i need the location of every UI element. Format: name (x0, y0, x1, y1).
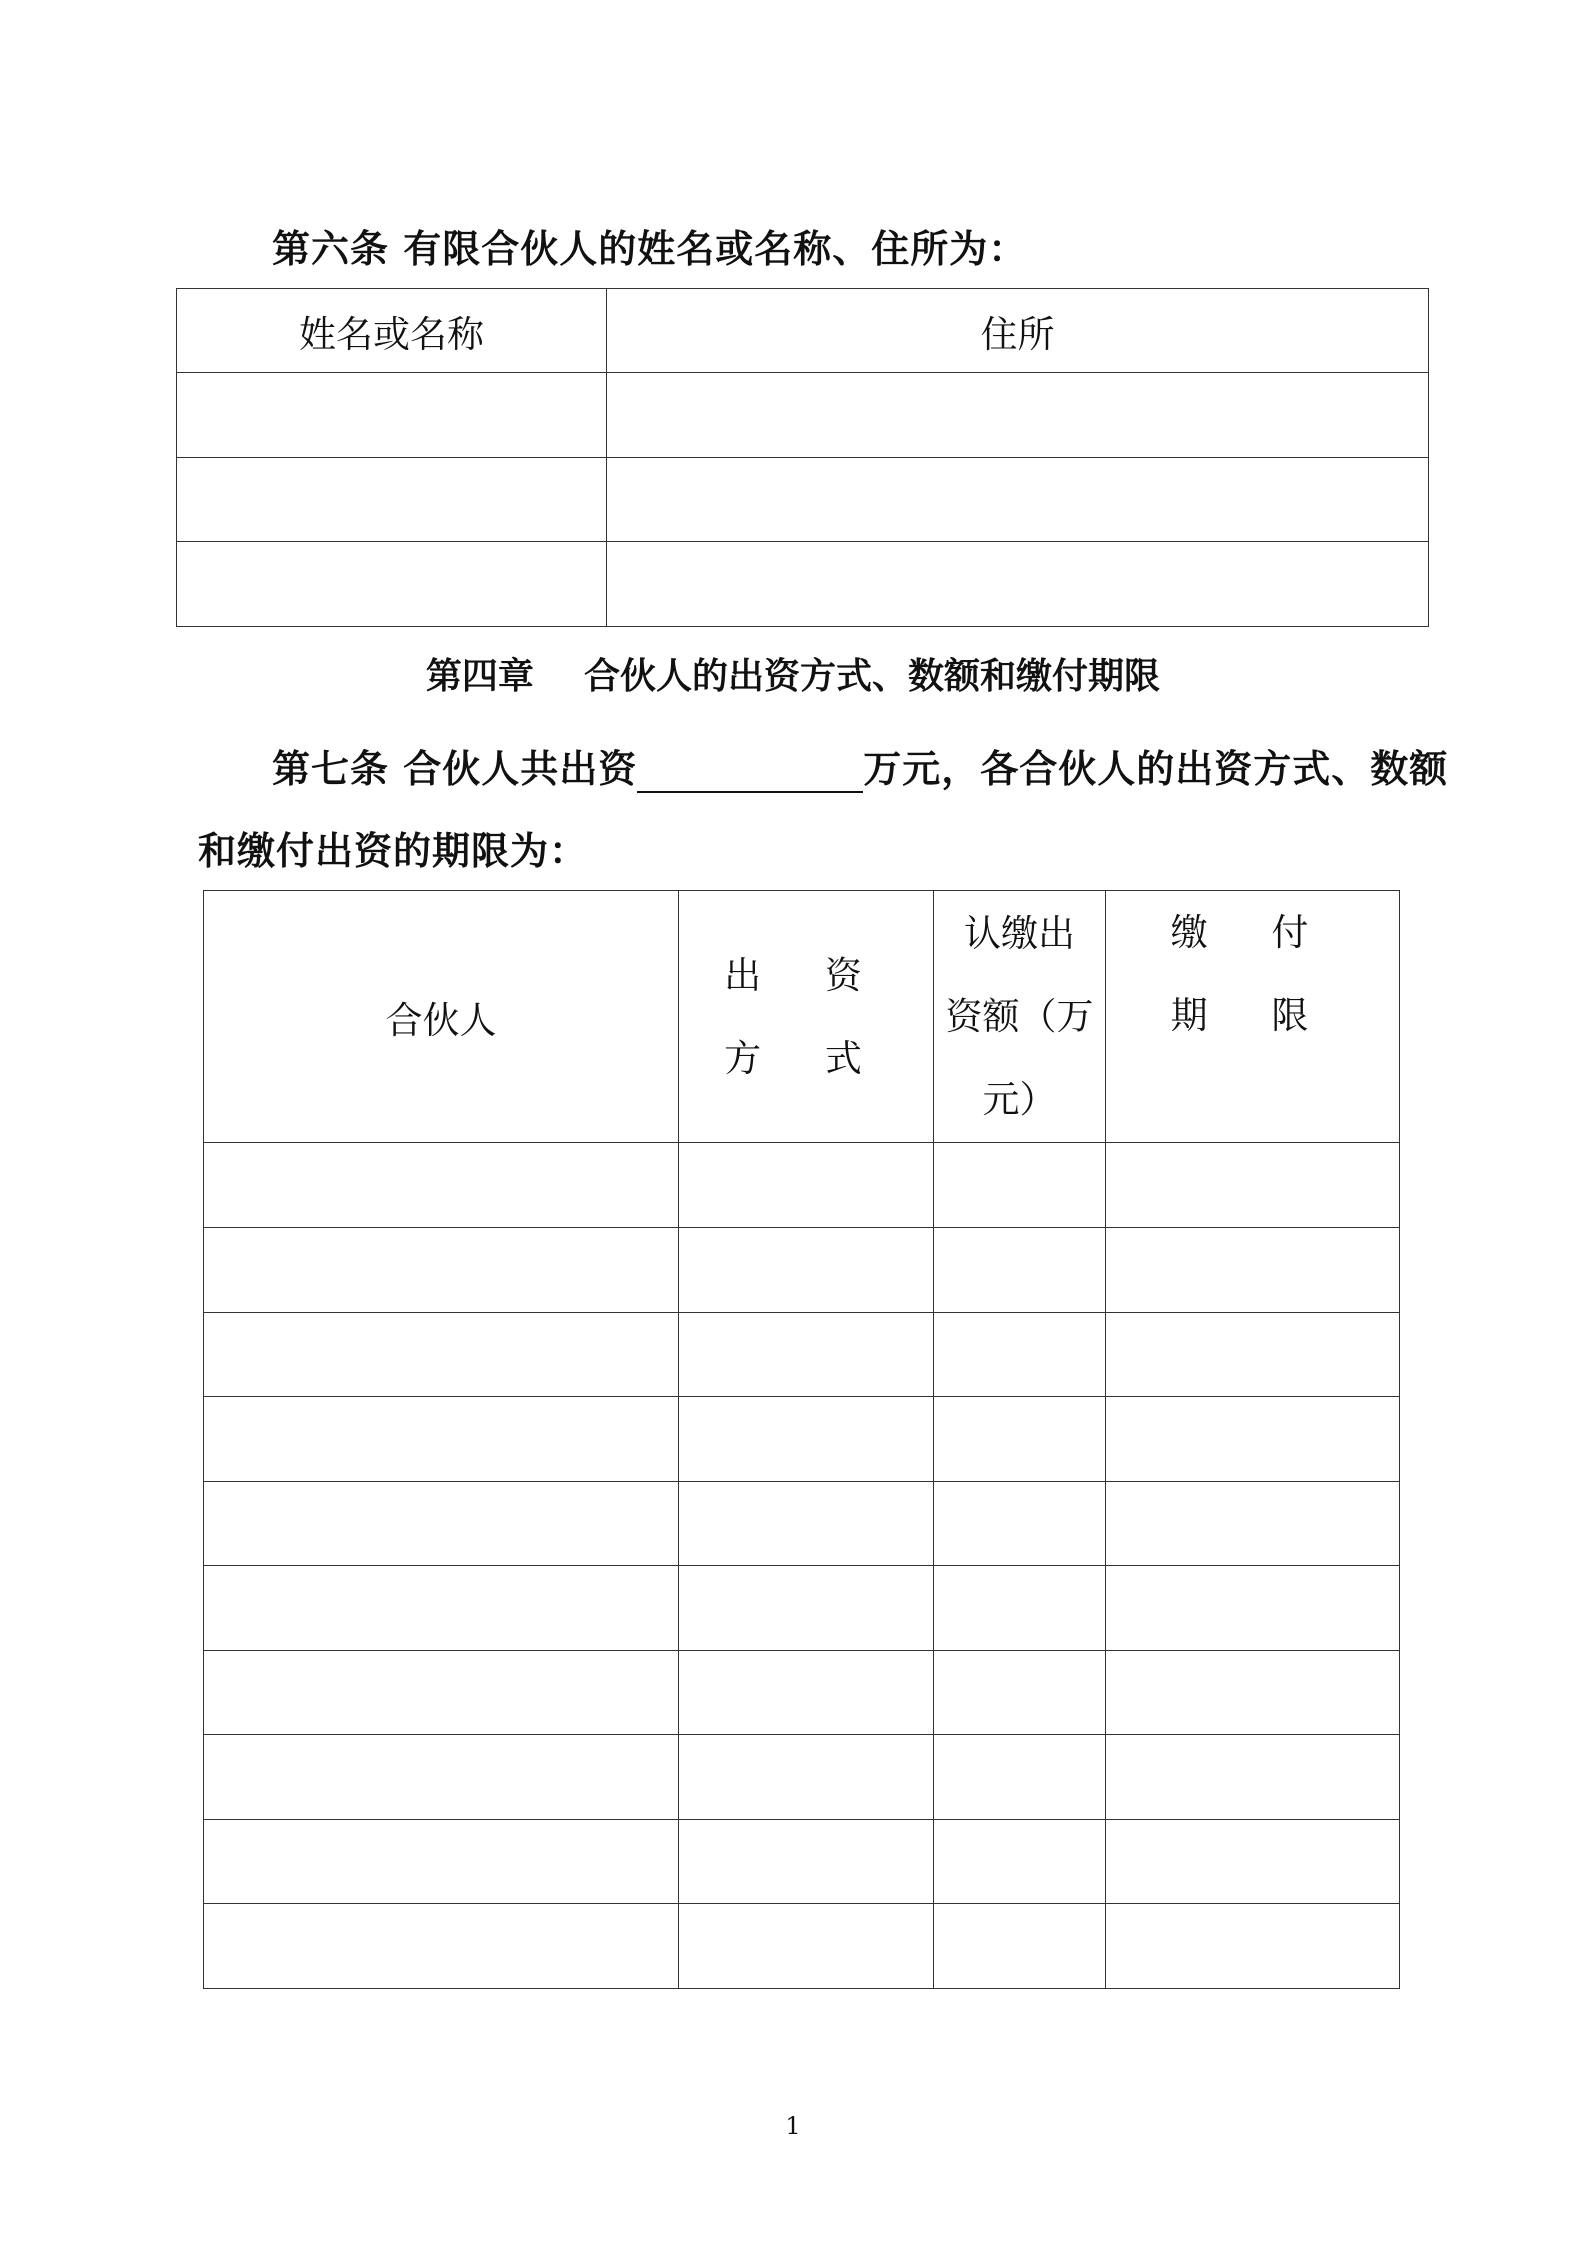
table-row (204, 1566, 1400, 1651)
article7-text-after: 万元，各合伙人的出资方式、数额 (863, 747, 1449, 791)
partner-cell[interactable] (204, 1566, 679, 1651)
method-cell[interactable] (679, 1735, 934, 1820)
term-cell[interactable] (1106, 1143, 1400, 1228)
term-cell[interactable] (1106, 1397, 1400, 1482)
method-cell[interactable] (679, 1651, 934, 1735)
method-cell[interactable] (679, 1566, 934, 1651)
total-capital-blank[interactable] (637, 753, 863, 793)
method-cell[interactable] (679, 1143, 934, 1228)
header-name: 姓名或名称 (177, 289, 607, 373)
term-cell[interactable] (1106, 1482, 1400, 1566)
term-cell[interactable] (1106, 1651, 1400, 1735)
header-address: 住所 (607, 289, 1429, 373)
term-cell[interactable] (1106, 1820, 1400, 1904)
amount-cell[interactable] (934, 1735, 1106, 1820)
table-row (204, 1482, 1400, 1566)
partner-cell[interactable] (204, 1143, 679, 1228)
partner-cell[interactable] (204, 1313, 679, 1397)
page-number: 1 (785, 2112, 801, 2140)
amount-cell[interactable] (934, 1143, 1106, 1228)
term-cell[interactable] (1106, 1904, 1400, 1989)
partner-cell[interactable] (204, 1651, 679, 1735)
table-row (204, 1820, 1400, 1904)
table-row (177, 542, 1429, 627)
amount-cell[interactable] (934, 1820, 1106, 1904)
amount-cell[interactable] (934, 1228, 1106, 1313)
header-term: 缴 付 期 限 (1106, 891, 1400, 1143)
name-cell[interactable] (177, 542, 607, 627)
term-cell[interactable] (1106, 1566, 1400, 1651)
address-cell[interactable] (607, 373, 1429, 458)
method-cell[interactable] (679, 1228, 934, 1313)
method-cell[interactable] (679, 1482, 934, 1566)
partner-cell[interactable] (204, 1228, 679, 1313)
partner-cell[interactable] (204, 1397, 679, 1482)
name-cell[interactable] (177, 373, 607, 458)
address-cell[interactable] (607, 542, 1429, 627)
header-method: 出 资 方 式 (679, 891, 934, 1143)
header-amount: 认缴出 资额（万 元） (934, 891, 1106, 1143)
partner-cell[interactable] (204, 1904, 679, 1989)
table-row (204, 1397, 1400, 1482)
name-cell[interactable] (177, 458, 607, 542)
amount-cell[interactable] (934, 1397, 1106, 1482)
amount-cell[interactable] (934, 1566, 1106, 1651)
table-row (204, 1735, 1400, 1820)
term-cell[interactable] (1106, 1313, 1400, 1397)
amount-cell[interactable] (934, 1651, 1106, 1735)
header-partner: 合伙人 (204, 891, 679, 1143)
term-cell[interactable] (1106, 1735, 1400, 1820)
table-row (204, 1143, 1400, 1228)
contribution-table (203, 890, 1400, 1989)
table-row (177, 458, 1429, 542)
limited-partners-table (176, 288, 1429, 627)
article7-text-before: 第七条 合伙人共出资 (272, 747, 638, 791)
article7-line2: 和缴付出资的期限为： (198, 829, 589, 873)
table-row (204, 1313, 1400, 1397)
method-cell[interactable] (679, 1820, 934, 1904)
partner-cell[interactable] (204, 1735, 679, 1820)
partner-cell[interactable] (204, 1820, 679, 1904)
address-cell[interactable] (607, 458, 1429, 542)
chapter-title: 第四章 合伙人的出资方式、数额和缴付期限 (425, 656, 1161, 697)
method-cell[interactable] (679, 1397, 934, 1482)
table-row (204, 1228, 1400, 1313)
amount-cell[interactable] (934, 1482, 1106, 1566)
article7-line1 (272, 738, 1448, 793)
amount-cell[interactable] (934, 1904, 1106, 1989)
method-cell[interactable] (679, 1313, 934, 1397)
amount-cell[interactable] (934, 1313, 1106, 1397)
method-cell[interactable] (679, 1904, 934, 1989)
table-row (204, 1904, 1400, 1989)
table-row (204, 1651, 1400, 1735)
table-row (177, 373, 1429, 458)
partner-cell[interactable] (204, 1482, 679, 1566)
article6-heading: 第六条 有限合伙人的姓名或名称、住所为： (272, 227, 1028, 271)
term-cell[interactable] (1106, 1228, 1400, 1313)
